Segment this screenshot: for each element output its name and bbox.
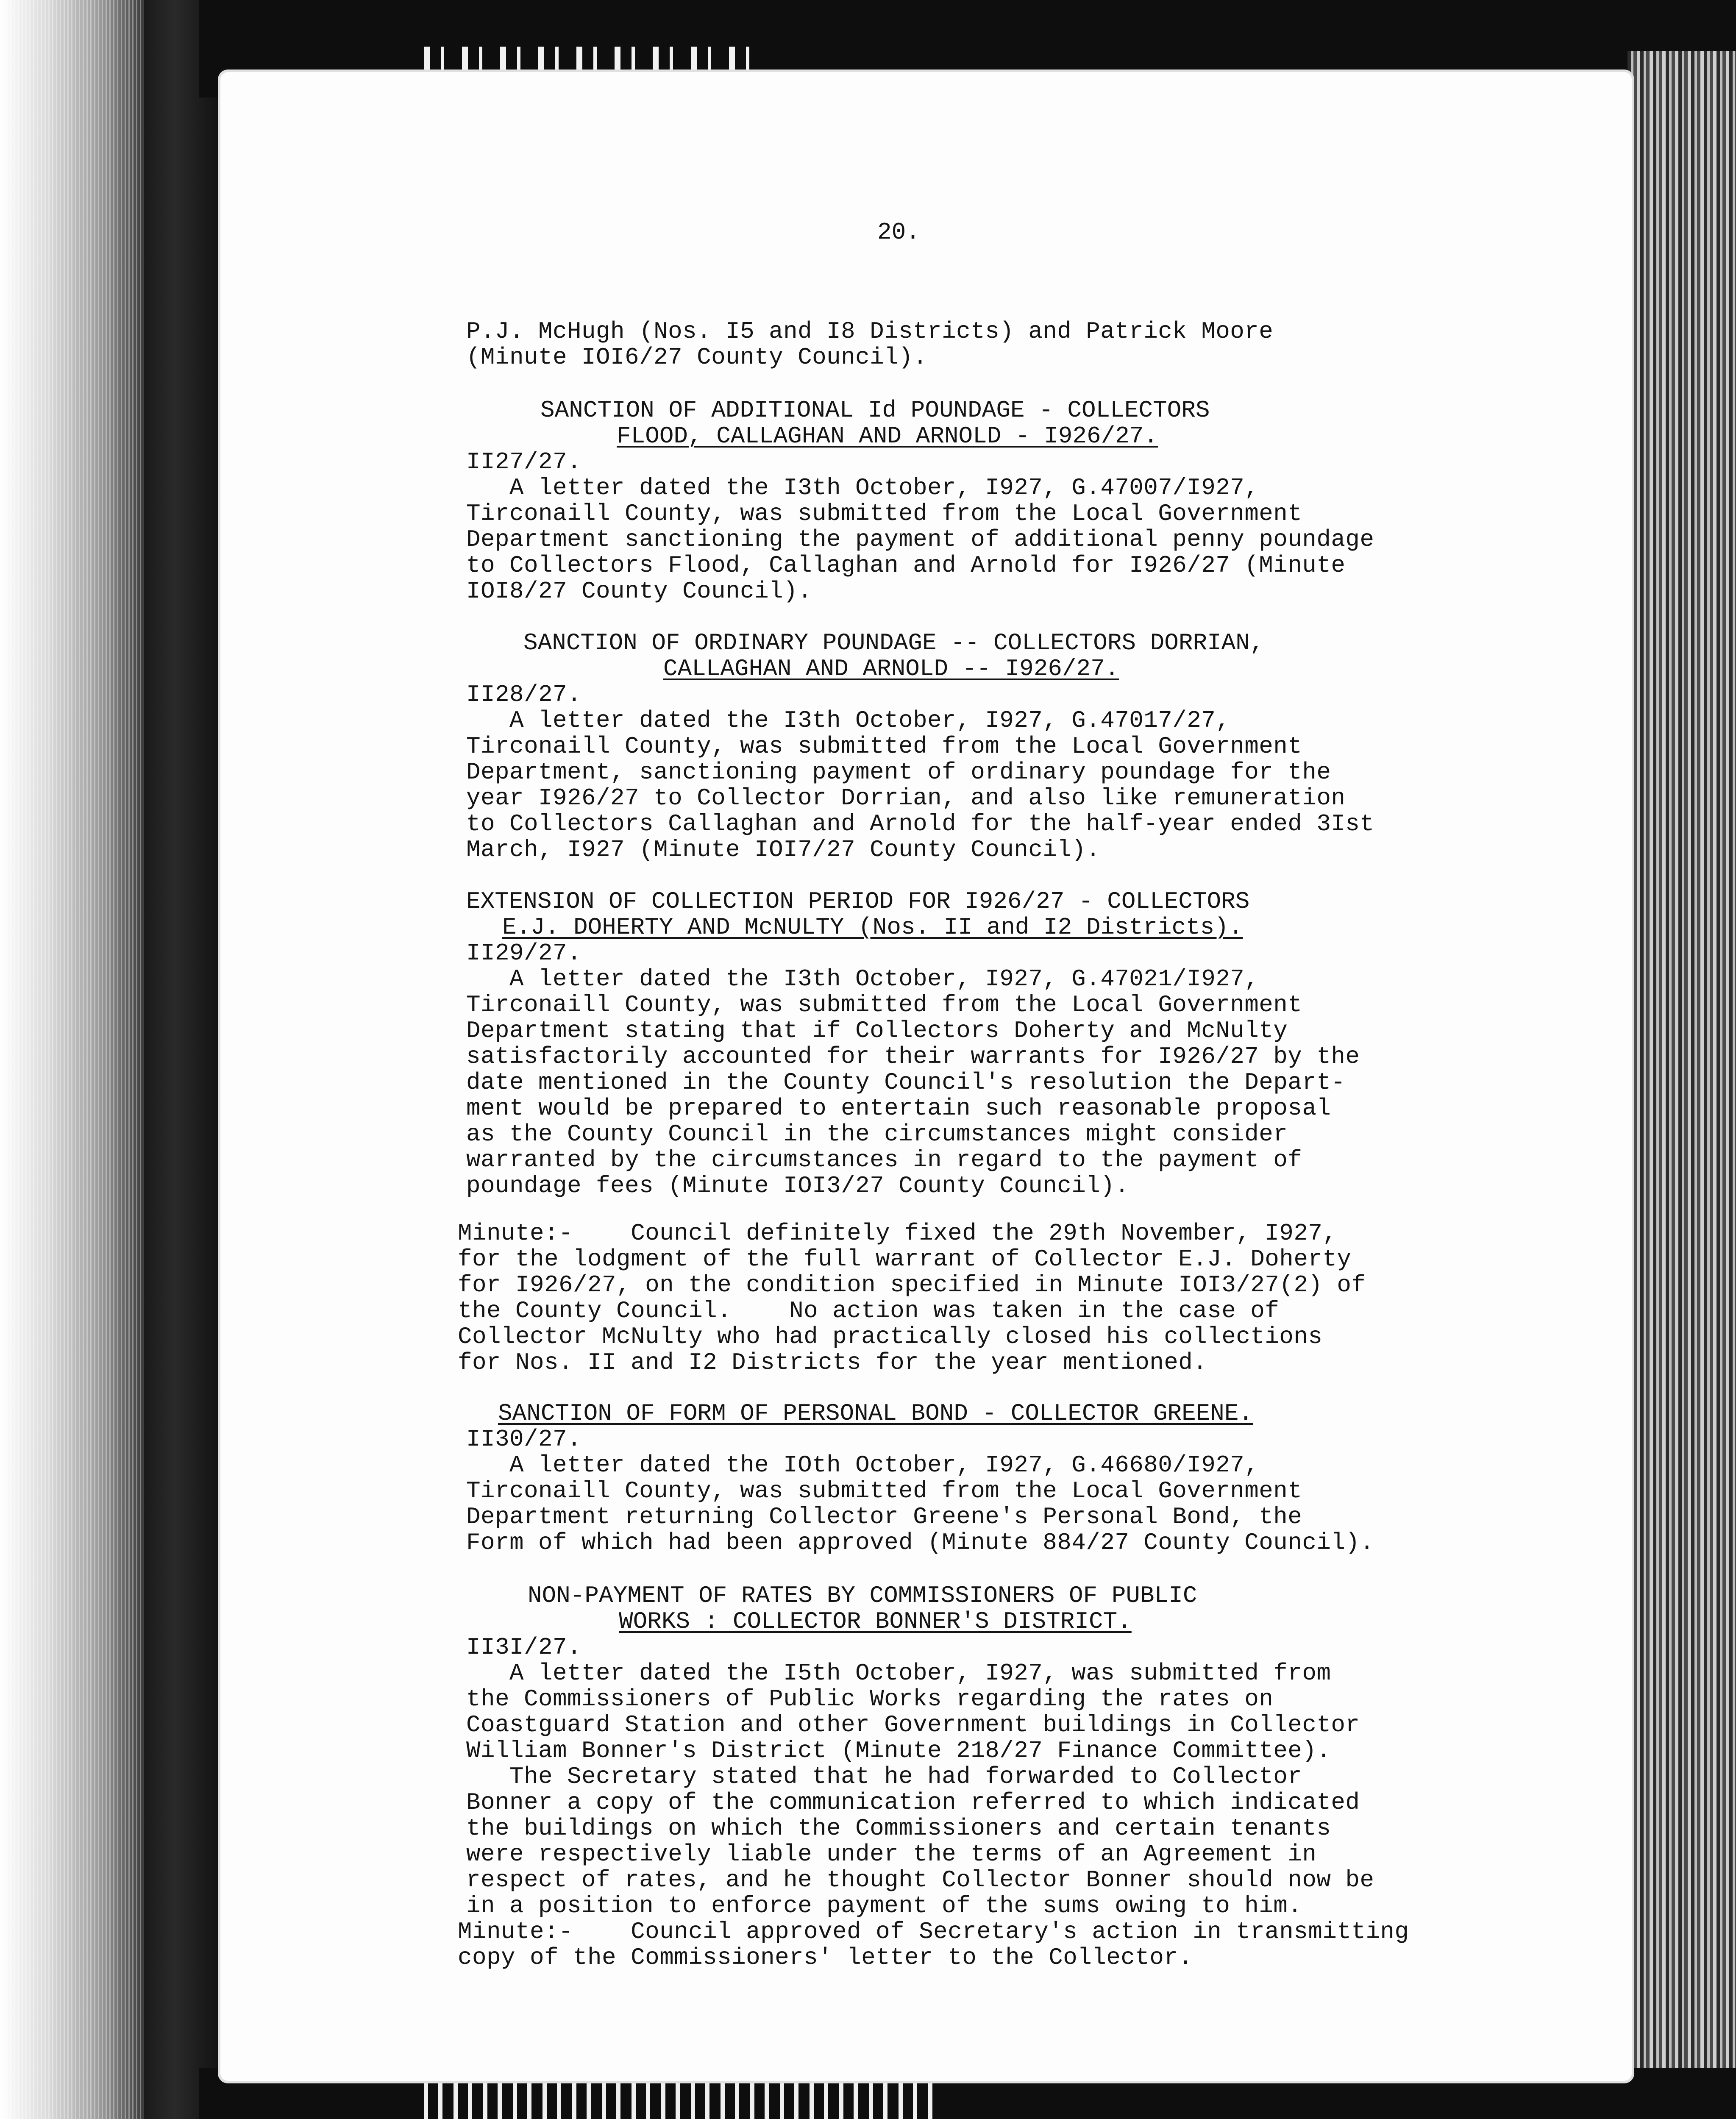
section-heading: WORKS : COLLECTOR BONNER'S DISTRICT.: [619, 1608, 1132, 1635]
body-line: were respectively liable under the terms of an Agreement in: [466, 1841, 1317, 1868]
body-line: A letter dated the IOth October, I927, G.46680/I927,: [466, 1452, 1259, 1479]
body-line: year I926/27 to Collector Dorrian, and also like remuneration: [466, 784, 1346, 812]
body-line: A letter dated the I3th October, I927, G.47007/I927,: [466, 474, 1259, 501]
minute-line: the County Council. No action was taken in the case of: [458, 1297, 1280, 1324]
body-line: Bonner a copy of the communication referred to which indicated: [466, 1789, 1360, 1816]
body-line: Tirconaill County, was submitted from the Local Government: [466, 500, 1302, 527]
scan-left-margin: [0, 0, 144, 2119]
body-line: satisfactorily accounted for their warrants for I926/27 by the: [466, 1043, 1360, 1070]
minute-reference: II27/27.: [466, 448, 582, 476]
body-line: Department stating that if Collectors Doherty and McNulty: [466, 1017, 1288, 1044]
body-line: Tirconaill County, was submitted from the Local Government: [466, 733, 1302, 760]
minute-line: copy of the Commissioners' letter to the Collector.: [458, 1944, 1193, 1971]
body-line: Form of which had been approved (Minute 884/27 County Council).: [466, 1529, 1374, 1556]
body-line: A letter dated the I5th October, I927, was submitted from: [466, 1660, 1331, 1687]
minute-reference: II30/27.: [466, 1426, 582, 1453]
minute-line: Minute:- Council approved of Secretary's action in transmitting: [458, 1918, 1409, 1945]
body-line: Tirconaill County, was submitted from the Local Government: [466, 991, 1302, 1018]
minute-reference: II29/27.: [466, 940, 582, 967]
body-line: William Bonner's District (Minute 218/27 Finance Committee).: [466, 1737, 1331, 1764]
minute-line: Minute:- Council definitely fixed the 29th November, I927,: [458, 1220, 1337, 1247]
section-heading: EXTENSION OF COLLECTION PERIOD FOR I926/27 - COLLECTORS: [466, 888, 1250, 915]
body-line: Department sanctioning the payment of additional penny poundage: [466, 526, 1374, 553]
body-line: poundage fees (Minute IOI3/27 County Council).: [466, 1172, 1130, 1199]
body-line: to Collectors Callaghan and Arnold for the half-year ended 3Ist: [466, 810, 1374, 837]
body-line: in a position to enforce payment of the sums owing to him.: [466, 1892, 1302, 1919]
body-line: A letter dated the I3th October, I927, G.47021/I927,: [466, 965, 1259, 993]
minute-reference: II3I/27.: [466, 1634, 582, 1661]
body-line: the buildings on which the Commissioners and certain tenants: [466, 1815, 1331, 1842]
body-line: respect of rates, and he thought Collector Bonner should now be: [466, 1866, 1374, 1894]
section-heading: CALLAGHAN AND ARNOLD -- I926/27.: [663, 655, 1119, 682]
body-line: date mentioned in the County Council's resolution the Depart-: [466, 1069, 1346, 1096]
minute-reference: II28/27.: [466, 681, 582, 708]
body-line: March, I927 (Minute IOI7/27 County Council).: [466, 836, 1101, 863]
body-line: the Commissioners of Public Works regarding the rates on: [466, 1685, 1274, 1713]
page-number: 20.: [877, 219, 920, 246]
intro-line: P.J. McHugh (Nos. I5 and I8 Districts) and Patrick Moore: [466, 318, 1274, 345]
body-line: The Secretary stated that he had forwarded to Collector: [466, 1763, 1302, 1790]
body-line: to Collectors Flood, Callaghan and Arnold for I926/27 (Minute: [466, 552, 1346, 579]
body-line: Tirconaill County, was submitted from the Local Government: [466, 1477, 1302, 1504]
section-heading: FLOOD, CALLAGHAN AND ARNOLD - I926/27.: [617, 423, 1158, 450]
body-line: ment would be prepared to entertain such reasonable proposal: [466, 1095, 1331, 1122]
intro-line: (Minute IOI6/27 County Council).: [466, 344, 928, 371]
body-line: Department, sanctioning payment of ordinary poundage for the: [466, 759, 1331, 786]
body-line: as the County Council in the circumstances might consider: [466, 1121, 1288, 1148]
section-heading: SANCTION OF FORM OF PERSONAL BOND - COLLECTOR GREENE.: [498, 1400, 1253, 1427]
minute-line: Collector McNulty who had practically closed his collections: [458, 1323, 1323, 1350]
section-heading: SANCTION OF ADDITIONAL Id POUNDAGE - COLLECTORS: [540, 397, 1210, 424]
body-line: Coastguard Station and other Government buildings in Collector: [466, 1711, 1360, 1738]
section-heading: NON-PAYMENT OF RATES BY COMMISSIONERS OF PUBLIC: [528, 1582, 1197, 1609]
minute-line: for Nos. II and I2 Districts for the year mentioned.: [458, 1349, 1207, 1376]
body-line: A letter dated the I3th October, I927, G.47017/27,: [466, 707, 1230, 734]
body-line: Department returning Collector Greene's Personal Bond, the: [466, 1503, 1302, 1530]
minute-line: for I926/27, on the condition specified in Minute IOI3/27(2) of: [458, 1271, 1366, 1299]
section-heading: SANCTION OF ORDINARY POUNDAGE -- COLLECTORS DORRIAN,: [523, 629, 1264, 656]
body-line: IOI8/27 County Council).: [466, 578, 812, 605]
page-stack-edge: [1628, 51, 1736, 2068]
body-line: warranted by the circumstances in regard to the payment of: [466, 1146, 1302, 1174]
section-heading: E.J. DOHERTY AND McNULTY (Nos. II and I2 Districts).: [502, 914, 1243, 941]
scan-binding-shadow: [144, 0, 220, 2119]
minute-line: for the lodgment of the full warrant of Collector E.J. Doherty: [458, 1246, 1352, 1273]
